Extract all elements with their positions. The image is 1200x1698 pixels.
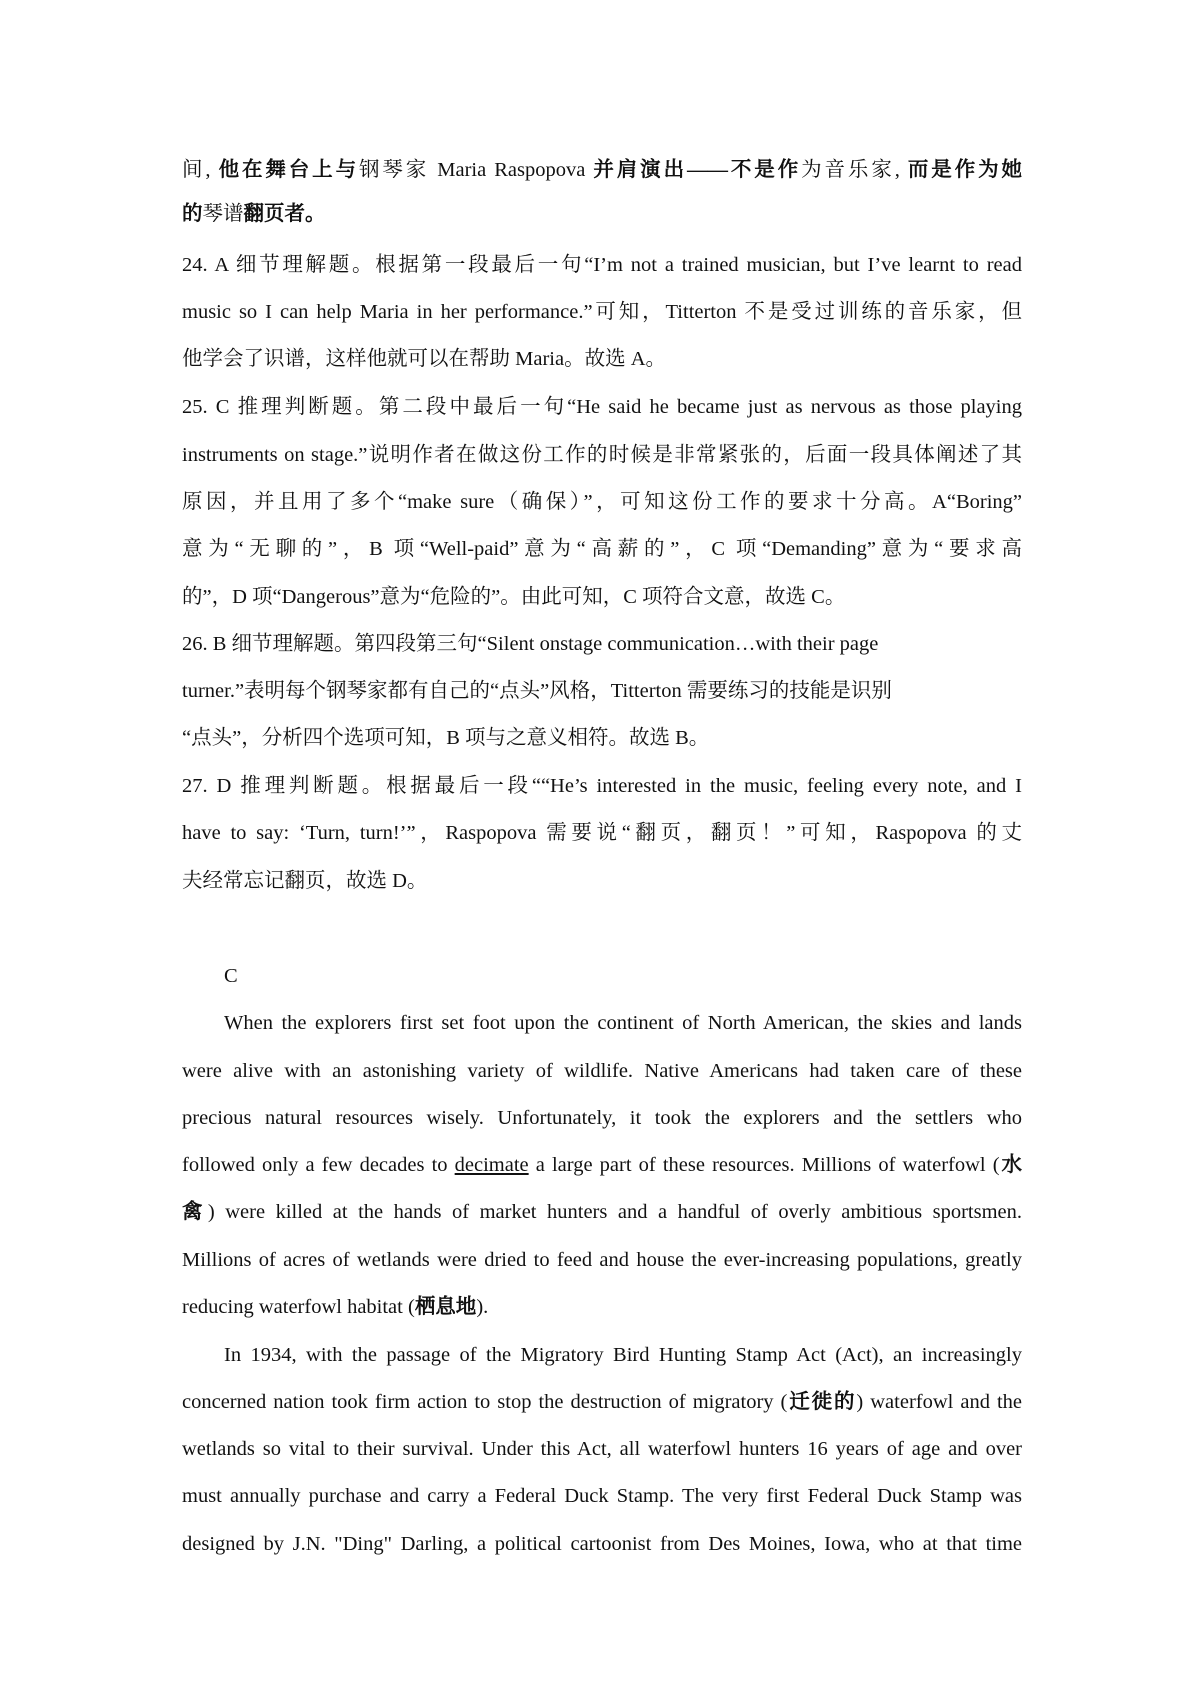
- intro-text: 为音乐家,: [801, 159, 900, 181]
- intro-text: 而是作为她: [907, 159, 1022, 181]
- answer-27-line-2: have to say: ‘Turn, turn!’”，Raspopova 需要说“翻页，翻页！”可知，Raspopova 的丈: [182, 822, 1022, 844]
- passage-text: 禽: [182, 1201, 208, 1223]
- answer-25-line-2: instruments on stage.”说明作者在做这份工作的时候是非常紧张的，后面一段具体阐述了其: [182, 444, 1022, 466]
- passage-p1-line-7: [182, 1292, 1022, 1322]
- passage-text: a large part of these resources. Millions of waterfowl (: [535, 1154, 1000, 1176]
- passage-text: 水: [999, 1154, 1022, 1176]
- underlined-word: decimate: [454, 1154, 529, 1176]
- answer-25-line-1: 25. C 推理判断题。第二段中最后一句“He said he became just as nervous as those playing: [182, 396, 1022, 418]
- passage-text: ) waterfowl and the: [856, 1391, 1022, 1413]
- passage-p1-line-4: [182, 1150, 1022, 1180]
- passage-p1-line-1: When the explorers first set foot upon the continent of North American, the skies and lands: [224, 1012, 1022, 1034]
- answer-24-line-1: 24. A 细节理解题。根据第一段最后一句“I’m not a trained musician, but I’ve learnt to read: [182, 254, 1022, 276]
- passage-text: ) were killed at the hands of market hunters and a handful of overly ambitious sportsmen.: [207, 1201, 1022, 1223]
- answer-26-line-2: turner.”表明每个钢琴家都有自己的“点头”风格，Titterton 需要练习的技能是识别: [182, 680, 892, 702]
- answer-26-line-1: 26. B 细节理解题。第四段第三句“Silent onstage communication…with their page: [182, 633, 879, 655]
- answer-24-line-3: 他学会了识谱，这样他就可以在帮助 Maria。故选 A。: [182, 348, 667, 370]
- passage-text: followed only a few decades to: [182, 1154, 448, 1176]
- passage-text: 迁徙的: [787, 1391, 857, 1413]
- passage-p2-line-2: [182, 1387, 1022, 1417]
- passage-p1-line-5: [182, 1197, 1022, 1227]
- passage-p2-line-3: wetlands so vital to their survival. Under this Act, all waterfowl hunters 16 years of age and over: [182, 1438, 1022, 1460]
- passage-p1-line-2: were alive with an astonishing variety of wildlife. Native Americans had taken care of these: [182, 1060, 1022, 1082]
- intro-text: 并肩演出——不是作: [593, 159, 802, 181]
- intro-text: 他在舞台上与: [218, 159, 359, 181]
- section-label: C: [224, 965, 238, 987]
- intro-text: 的: [182, 203, 203, 225]
- answer-26-line-3: “点头”，分析四个选项可知，B 项与之意义相符。故选 B。: [182, 727, 710, 749]
- answer-25-line-4: 意为“无聊的”，B 项“Well-paid”意为“高薪的”，C 项“Demanding”意为“要求高: [182, 538, 1022, 560]
- passage-p1-line-3: precious natural resources wisely. Unfortunately, it took the explorers and the settlers who: [182, 1107, 1022, 1129]
- passage-p2-line-4: must annually purchase and carry a Federal Duck Stamp. The very first Federal Duck Stamp was: [182, 1485, 1022, 1507]
- passage-p1-line-6: Millions of acres of wetlands were dried to feed and house the ever-increasing populations, greatly: [182, 1249, 1022, 1271]
- passage-text: reducing waterfowl habitat (: [182, 1296, 415, 1318]
- passage-text: ).: [476, 1296, 489, 1318]
- passage-text: 栖息地: [414, 1296, 477, 1318]
- answer-25-line-3: 原因，并且用了多个“make sure（确保）”，可知这份工作的要求十分高。A“Boring”: [182, 491, 1022, 513]
- answer-24-line-2: music so I can help Maria in her performance.”可知，Titterton 不是受过训练的音乐家，但: [182, 301, 1022, 323]
- passage-p2-line-1: In 1934, with the passage of the Migratory Bird Hunting Stamp Act (Act), an increasingly: [224, 1344, 1022, 1366]
- intro-text: 钢琴家 Maria Raspopova: [359, 159, 586, 181]
- intro-text: 翻页者。: [243, 203, 326, 225]
- intro-text: 琴谱: [202, 203, 244, 225]
- intro-line-1: [182, 155, 1022, 185]
- passage-text: concerned nation took firm action to stop the destruction of migratory (: [182, 1391, 788, 1413]
- intro-line-2: [182, 199, 1022, 229]
- answer-25-line-5: 的”，D 项“Dangerous”意为“危险的”。由此可知，C 项符合文意，故选 C。: [182, 586, 846, 608]
- intro-text: 间,: [182, 159, 211, 181]
- answer-27-line-1: 27. D 推理判断题。根据最后一段““He’s interested in the music, feeling every note, and I: [182, 775, 1022, 797]
- passage-p2-line-5: designed by J.N. "Ding" Darling, a political cartoonist from Des Moines, Iowa, who at that time: [182, 1533, 1022, 1555]
- answer-27-line-3: 夫经常忘记翻页，故选 D。: [182, 870, 428, 892]
